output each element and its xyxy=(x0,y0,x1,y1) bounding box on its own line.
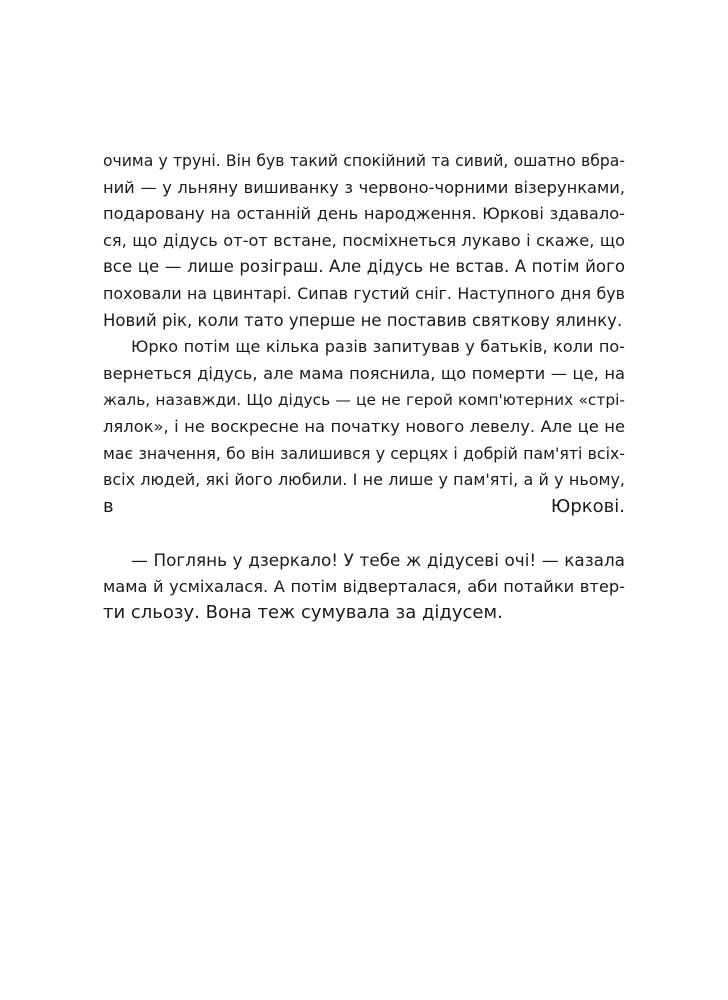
text-line: ний — у льняну вишиванку з червоно-чорними візерунками, xyxy=(103,177,625,197)
paragraph xyxy=(103,547,625,627)
body-text xyxy=(103,148,625,627)
text-line: ти сльозу. Вона теж сумувала за дідусем. xyxy=(103,602,503,624)
paragraph xyxy=(103,334,625,547)
text-line: мама й усміхалася. А потім відверталася, аби потайки втер- xyxy=(103,576,625,596)
text-line xyxy=(103,520,625,547)
text-line: лялок», і не воскресне на початку нового левелу. Але це не xyxy=(103,416,625,436)
text-line: жаль, назавжди. Що дідусь — це не герой комп'ютерних «стрі- xyxy=(103,391,625,410)
text-line: в Юркові. xyxy=(103,495,625,517)
text-line: все це — лише розіграш. Але дідусь не встав. А потім його xyxy=(103,257,625,277)
text-line: Новий рік, коли тато уперше не поставив святкову ялинку. xyxy=(103,310,623,330)
paragraph xyxy=(103,148,625,334)
text-line: всіх людей, які його любили. І не лише у пам'яті, а й у ньому, xyxy=(103,470,625,490)
text-line: очима у труні. Він був такий спокійний та сивий, ошатно вбра- xyxy=(103,152,625,170)
text-line: має значення, бо він залишився у серцях і добрій пам'яті всіх- xyxy=(103,443,625,463)
text-line: поховали на цвинтарі. Сипав густий сніг. Наступного дня був xyxy=(103,283,625,303)
text-line: вернеться дідусь, але мама пояснила, що померти — це, на xyxy=(103,363,625,383)
text-line: Юрко потім ще кілька разів запитував у батьків, коли по- xyxy=(131,337,625,357)
text-line: — Поглянь у дзеркало! У тебе ж дідусеві очі! — казала xyxy=(131,549,625,570)
text-line: ся, що дідусь от-от встане, посміхнеться лукаво і скаже, що xyxy=(103,230,625,250)
text-line: подаровану на останній день народження. Юркові здавало- xyxy=(103,204,625,224)
